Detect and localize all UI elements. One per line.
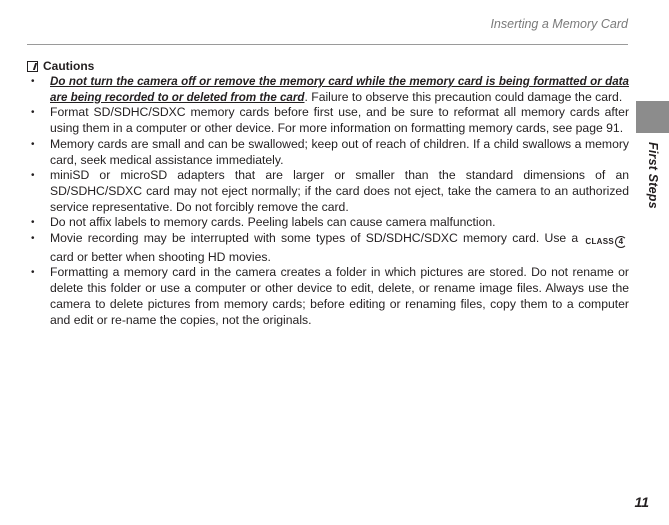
cautions-list	[27, 74, 629, 328]
caution-text: Movie recording may be interrupted with some types of SD/SDHC/SDXC memory card. Use a	[50, 231, 579, 246]
caution-text: Do not affix labels to memory cards. Peeling labels can cause camera malfunction.	[50, 215, 496, 230]
page-number: 11	[634, 494, 649, 510]
caution-item	[27, 265, 629, 328]
caution-item	[27, 168, 629, 215]
section-tab-marker	[636, 101, 669, 133]
caution-text: card or better when shooting HD movies.	[50, 249, 271, 264]
caution-item	[27, 74, 629, 105]
caution-item	[27, 105, 629, 136]
caution-icon	[27, 61, 38, 72]
caution-item	[27, 231, 629, 265]
caution-text: . Failure to observe this precaution could damage the card.	[304, 89, 623, 104]
caution-text: Formatting a memory card in the camera creates a folder in which pictures are stored. Do not rename or delete this folder or use a computer or other device to edit, delete, or rename image files. Always use the camera to delete pictures from memory cards; before editing or renaming files, copy them to a computer and edit or re-name the copies, not the originals.	[50, 265, 629, 327]
caution-emphasis: Do not turn the camera off or remove the memory card while the memory card is being formatted or data are being recorded to or deleted from the card	[50, 75, 629, 104]
section-title: Inserting a Memory Card	[490, 17, 628, 31]
header-divider	[27, 44, 628, 45]
section-tab-label: First Steps	[646, 142, 660, 209]
caution-text: Memory cards are small and can be swallowed; keep out of reach of children. If a child swallows a memory card, seek medical assistance immediately.	[50, 136, 629, 167]
caution-item	[27, 215, 629, 231]
cautions-heading-label: Cautions	[43, 59, 95, 73]
caution-text: miniSD or microSD adapters that are larger or smaller than the standard dimensions of an SD/SDHC/SDXC card may not eject normally; if the card does not eject, take the camera to an authorized service representative. Do not forcibly remove the card.	[50, 168, 629, 214]
caution-item	[27, 137, 629, 168]
class-4-circle-icon: 4	[615, 236, 627, 248]
sd-speed-class-logo: CLASS 4	[585, 234, 627, 250]
cautions-heading	[27, 59, 94, 73]
caution-text: Format SD/SDHC/SDXC memory cards before first use, and be sure to reformat all memory cards after using them in a computer or other device. For more information on formatting memory cards, see page 91.	[50, 105, 629, 136]
